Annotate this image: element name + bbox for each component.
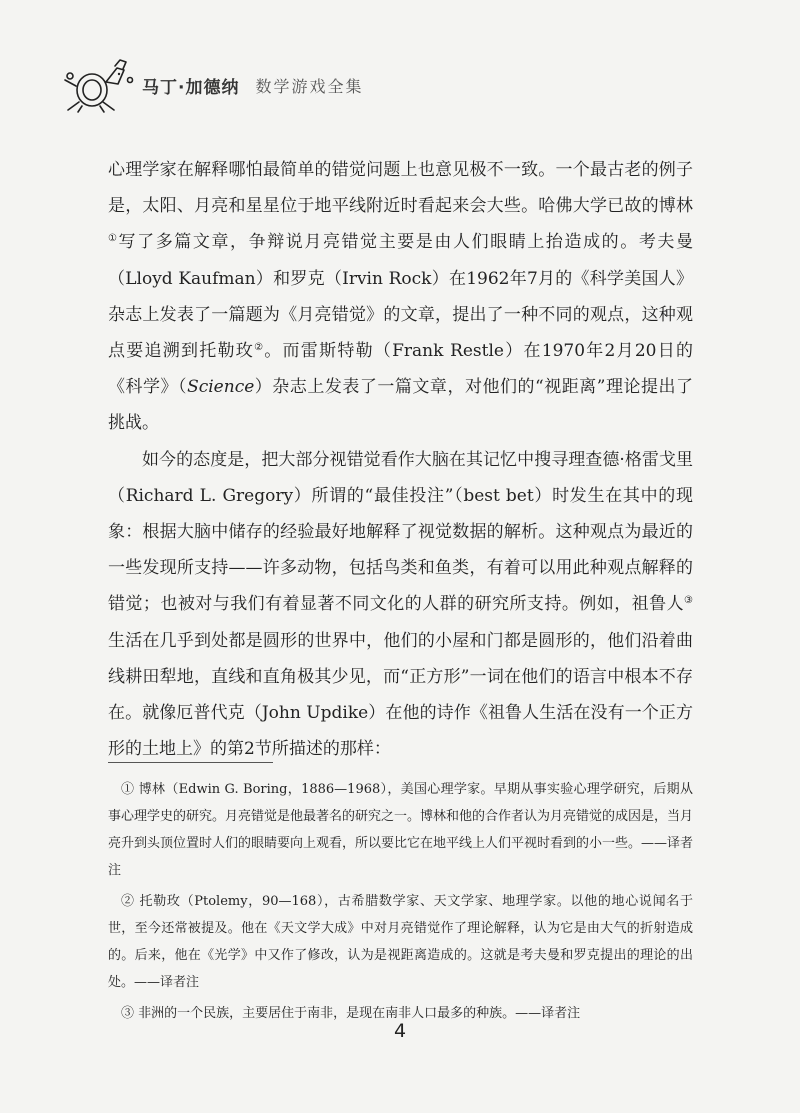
- juggling-gentleman-logo-icon: [62, 56, 138, 114]
- header-subtitle: 数学游戏全集: [255, 76, 364, 96]
- footnote-ref-1: ①: [108, 233, 119, 245]
- main-text: [108, 152, 693, 767]
- footnote-1: ① 博林（Edwin G. Boring，1886—1968），美国心理学家。早期从事实验心理学研究，后期从事心理学史的研究。月亮错觉是他最著名的研究之一。博林和他的合作者认为月亮错觉的成因是，当月亮升到头顶位置时人们的眼睛要向上观看，所以要比它在地平线上人们平视时看到的小一些。——译者注: [108, 782, 694, 878]
- footnote-2: ② 托勒玫（Ptolemy，90—168），古希腊数学家、天文学家、地理学家。以他的地心说闻名于世，至今还常被提及。他在《天文学大成》中对月亮错觉作了理论解释，认为它是由大气的折射造成的。后来，他在《光学》中又作了修改，认为是视距离造成的。这就是考夫曼和罗克提出的理论的出处。——译者注: [108, 894, 693, 990]
- running-header: [62, 60, 662, 110]
- paragraph-1: 心理学家在解释哪怕最简单的错觉问题上也意见极不一致。一个最古老的例子是，太阳、月亮和星星位于地平线附近时看起来会大些。哈佛大学已故的博林①写了多篇文章，争辩说月亮错觉主要是由人们眼睛上抬造成的。考夫曼（Lloyd Kaufman）和罗克（Irvin Rock）在1962年7月的《科学美国人》杂志上发表了一篇题为《月亮错觉》的文章，提出了一种不同的观点，这种观点要追溯到托勒玫②。而雷斯特勒（Frank Restle）在1970年2月20日的《科学》（Science）杂志上发表了一篇文章，对他们的“视距离”理论提出了挑战。: [108, 160, 694, 434]
- page-number: 4: [393, 1020, 407, 1042]
- header-title: 马丁·加德纳: [142, 77, 240, 98]
- footnotes: [108, 776, 693, 1027]
- footnote-ref-2: ②: [254, 342, 265, 354]
- footnote-ref-3: ③: [684, 595, 693, 607]
- paragraph-2: 如今的态度是，把大部分视错觉看作大脑在其记忆中搜寻理查德·格雷戈里（Richard L. Gregory）所谓的“最佳投注”（best bet）时发生在其中的现象：根据大脑中储存的经验最好地解释了视觉数据的解析。这种观点为最近的一些发现所支持——许多动物，包括鸟类和鱼类，有着可以用此种观点解释的错觉；也被对与我们有着显著不同文化的人群的研究所支持。例如，祖鲁人③生活在几乎到处都是圆形的世界中，他们的小屋和门都是圆形的，他们沿着曲线耕田犁地，直线和直角极其少见，而“正方形”一词在他们的语言中根本不存在。就像厄普代克（John Updike）在他的诗作《祖鲁人生活在没有一个正方形的土地上》的第2节所描述的那样：: [108, 449, 693, 760]
- footnote-3: ③ 非洲的一个民族，主要居住于南非，是现在南非人口最多的种族。——译者注: [121, 1006, 581, 1021]
- footnote-divider: [108, 762, 273, 763]
